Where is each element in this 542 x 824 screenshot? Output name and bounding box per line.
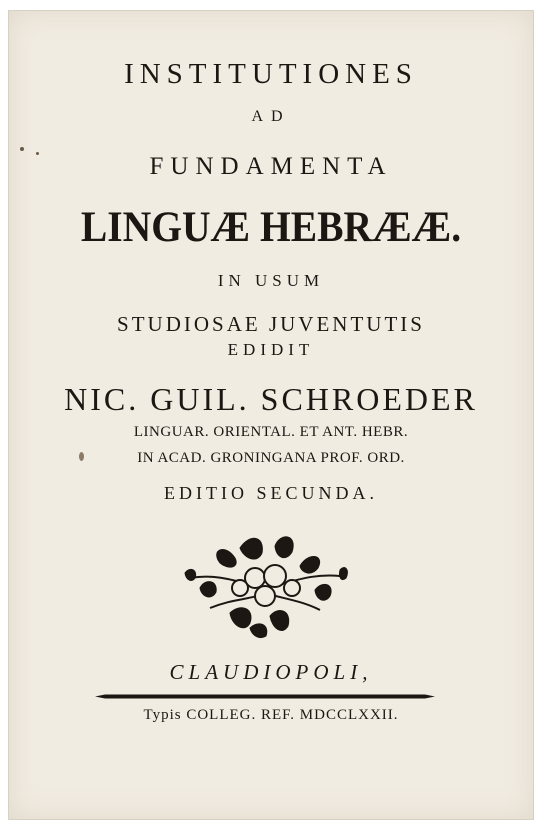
author-name: NIC. GUIL. SCHROEDER: [64, 381, 478, 417]
floral-vignette-icon: [180, 528, 350, 640]
ink-spot: [20, 147, 24, 151]
title-in-usum: IN USUM: [217, 271, 325, 290]
title-studiosae-juventutis: STUDIOSAE JUVENTUTIS: [117, 312, 425, 336]
author-title-line2: IN ACAD. GRONINGANA PROF. ORD.: [137, 450, 405, 466]
place-of-publication: CLAUDIOPOLI,: [169, 660, 373, 684]
title-ad: AD: [251, 108, 291, 125]
imprint-rule: [95, 694, 435, 699]
title-institutiones: INSTITUTIONES: [124, 58, 418, 90]
title-linguae-hebraeae: LINGUÆ HEBRÆÆ.: [80, 204, 462, 251]
edition-statement: EDITIO SECUNDA.: [164, 483, 378, 503]
title-edidit: EDIDIT: [227, 340, 315, 359]
printer-imprint: Typis COLLEG. REF. MDCCLXXII.: [143, 707, 399, 723]
title-fundamenta: FUNDAMENTA: [149, 153, 393, 180]
author-title-line1: LINGUAR. ORIENTAL. ET ANT. HEBR.: [133, 424, 409, 440]
